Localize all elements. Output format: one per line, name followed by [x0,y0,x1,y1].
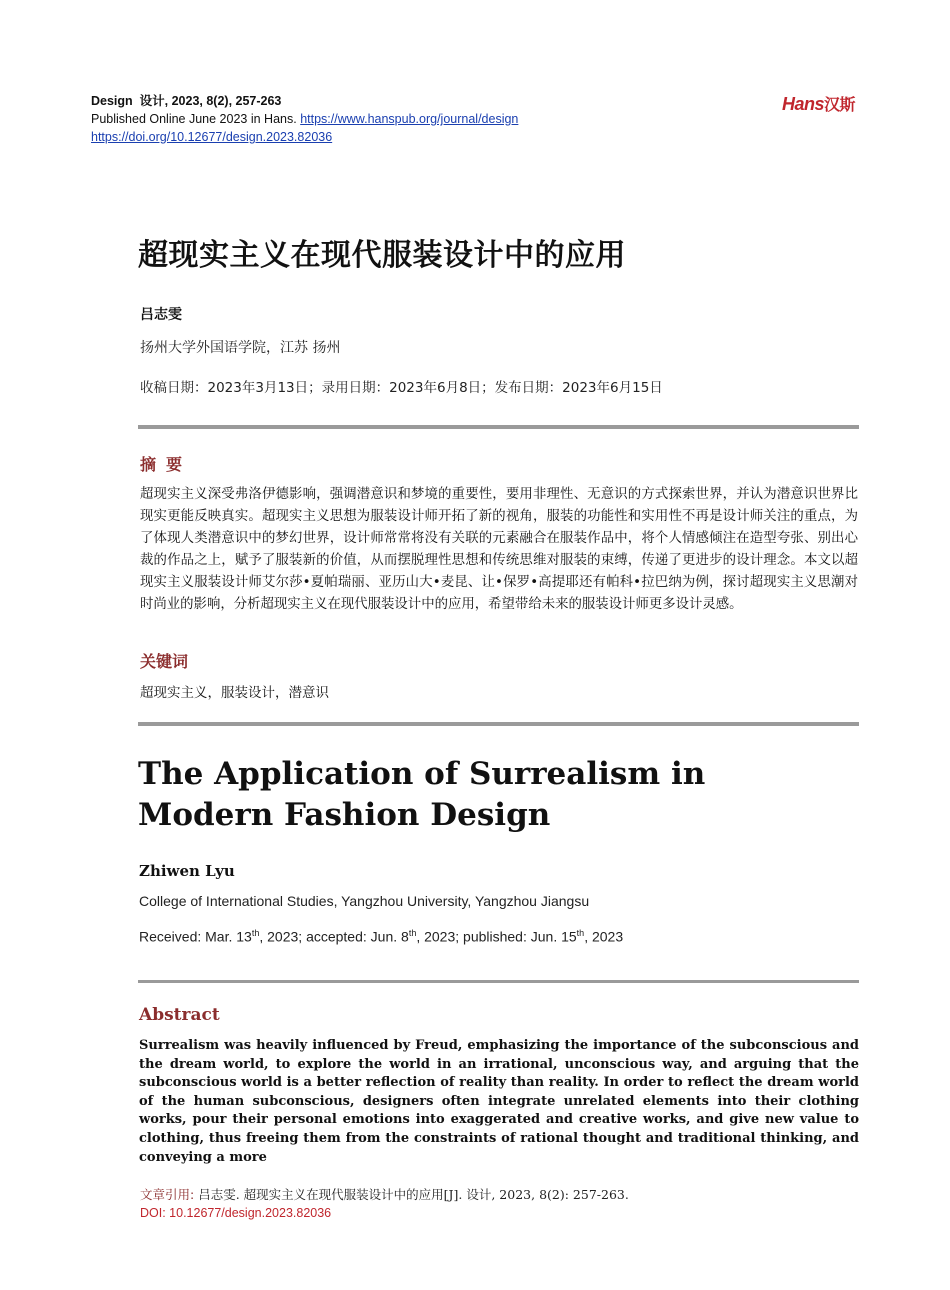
doi-url-link[interactable]: https://doi.org/10.12677/design.2023.82036 [91,130,333,144]
logo-text-cn: 汉斯 [823,95,855,114]
abstract-en: Surrealism was heavily influenced by Freud, emphasizing the importance of the subconscious and the dream world, to explore the world in an irrational, unconscious way, and arguing that the subconscious world is a better reflection of reality than reality. In order to reflect the dream world of the human subconscious, designers often integrate unrelated elements into their clothing works, pour their personal emotions into exaggerated and creative works, and give new value to clothing, thus freeing them from the constraints of rational thought and traditional thinking, and conveying a more [139,1038,859,1165]
dates-end: , 2023 [584,928,624,945]
title-en-line-2: Modern Fashion Design [138,797,551,833]
abstract-cn: 超现实主义深受弗洛伊德影响，强调潜意识和梦境的重要性，要用非理性、无意识的方式探索世界，并认为潜意识世界比现实更能反映真实。超现实主义思想为服装设计师开拓了新的视角，服装的功能性和实用性不再是设计师关注的重点，为了体现人类潜意识中的梦幻世界，设计师常常将没有关联的元素融合在服装作品中，将个人情感倾注在造型夸张、别出心裁的作品之上，赋予了服装新的价值，从而摆脱理性思想和传统思维对服装的束缚，传递了更进步的设计理念。本文以超现实主义服装设计师艾尔莎•夏帕瑞丽、亚历山大•麦昆、让•保罗•高提耶还有帕科•拉巴纳为例，探讨超现实主义思潮对时尚业的影响，分析超现实主义在现代服装设计中的应用，希望带给未来的服装设计师更多设计灵感。 [140,487,858,612]
accepted-date: , 2023; accepted: Jun. 8 [259,928,409,945]
journal-header [91,92,281,110]
keywords-heading-cn: 关键词 [140,652,189,671]
ordinal-suffix: th [576,928,585,938]
journal-name: Design [91,94,133,108]
paper-title-en [138,754,705,836]
paper-title-cn: 超现实主义在现代服装设计中的应用 [138,238,626,273]
ordinal-suffix: th [251,928,260,938]
doi-text[interactable]: DOI: 10.12677/design.2023.82036 [140,1206,332,1220]
citation [140,1185,629,1203]
cite-text: 吕志雯. 超现实主义在现代服装设计中的应用[J]. 设计, 2023, 8(2): 257-263. [198,1187,629,1202]
author-cn: 吕志雯 [140,307,182,323]
dates-cn: 收稿日期：2023年3月13日；录用日期：2023年6月8日；发布日期：2023年6月15日 [140,380,663,396]
section-divider [138,722,859,726]
affiliation-en: College of International Studies, Yangzhou University, Yangzhou Jiangsu [139,893,590,909]
cite-label: 文章引用: [140,1187,195,1202]
logo-text-en: Hans [781,94,824,114]
hans-logo [782,92,855,115]
section-divider [138,980,859,983]
dates-en [139,928,623,945]
affiliation-cn: 扬州大学外国语学院，江苏 扬州 [140,340,341,356]
published-line [91,110,518,128]
doi-line [91,128,332,146]
abstract-heading-en: Abstract [139,1005,220,1025]
ordinal-suffix: th [408,928,417,938]
section-divider [138,425,859,429]
title-en-line-1: The Application of Surrealism in [138,756,706,792]
received-date: Received: Mar. 13 [139,928,252,945]
published-date: , 2023; published: Jun. 15 [416,928,577,945]
author-en: Zhiwen Lyu [139,862,235,880]
abstract-heading-cn: 摘要 [140,455,193,474]
published-text: Published Online June 2023 in Hans. [91,112,297,126]
journal-url-link[interactable]: https://www.hanspub.org/journal/design [300,112,519,126]
journal-issue: 设计, 2023, 8(2), 257-263 [139,94,282,108]
keywords-cn: 超现实主义，服装设计，潜意识 [140,685,329,701]
